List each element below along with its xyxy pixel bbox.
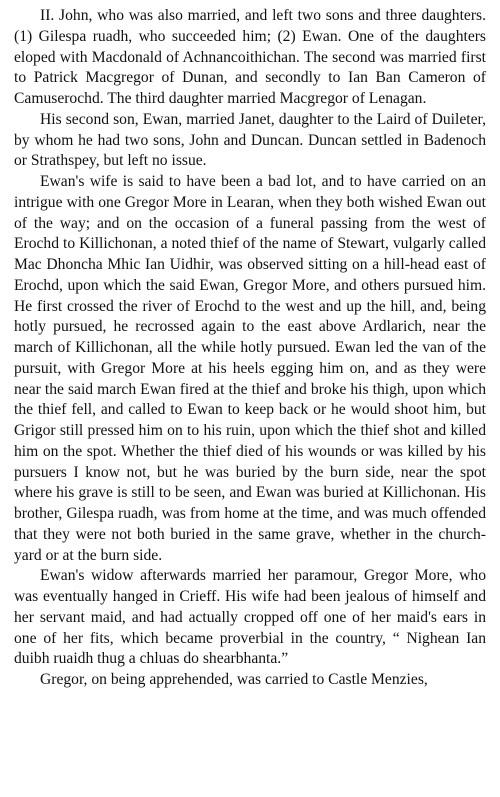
document-page [14,6,486,691]
paragraph-john-family: II. John, who was also married, and left two sons and three daughters. (1) Gilespa ruadh, who succeeded him; (2) Ewan. One of the daughters eloped with Macdonald of Achnancoithichan. The second was married first to Patrick Macgregor of Dunan, and secondly to Ian Ban Cameron of Camuserochd. The third daughter married Macgregor of Lenagan. [14,7,486,107]
paragraph-ewan-pursuit: Ewan's wife is said to have been a bad lot, and to have carried on an intrigue with one Gregor More in Learan, when they both wished Ewan out of the way; and on the occasion of a funeral passing from the west of Erochd to Killichonan, a noted thief of the name of Stewart, vulgarly called Mac Dhoncha Mhic Ian Uidhir, was observed sitting on a hill-head east of Erochd, upon which the said Ewan, Gregor More, and others pursued him. He first crossed the river of Erochd to the west and up the hill, and, being hotly pursued, he recrossed again to the east above Ardlarich, near the march of Killichonan, all the while hotly pursued. Ewan led the van of the pursuit, with Gregor More at his heels egging him on, and as they were near the said march Ewan fired at the thief and broke his thigh, upon which the thief fell, and called to Ewan to keep back or he would shoot him, but Grigor still pressed him on to his ruin, upon which the thief shot and killed him on the spot. Whether the thief died of his wounds or was killed by his pursuers I know not, but he was buried by the burn side, near the spot where his grave is still to be seen, and Ewan was buried at Killichonan. His brother, Gilespa ruadh, was from home at the time, and was much offended that they were not both buried in the same grave, whether in the church-yard or at the burn side. [14,173,486,564]
paragraph-gregor-apprehended: Gregor, on being apprehended, was carried to Castle Menzies, [40,671,428,688]
paragraph-ewan-marriage: His second son, Ewan, married Janet, daughter to the Laird of Duileter, by whom he had two sons, John and Duncan. Duncan settled in Badenoch or Strathspey, but left no issue. [14,110,486,170]
paragraph-widow-remarriage: Ewan's widow afterwards married her paramour, Gregor More, who was eventually hanged in Crieff. His wife had been jealous of himself and her servant maid, and had actually cropped off one of her maid's ears in one of her fits, which became proverbial in the country, “ Nighean Ian duibh ruaidh thug a chluas do shearbhanta.” [14,567,486,668]
